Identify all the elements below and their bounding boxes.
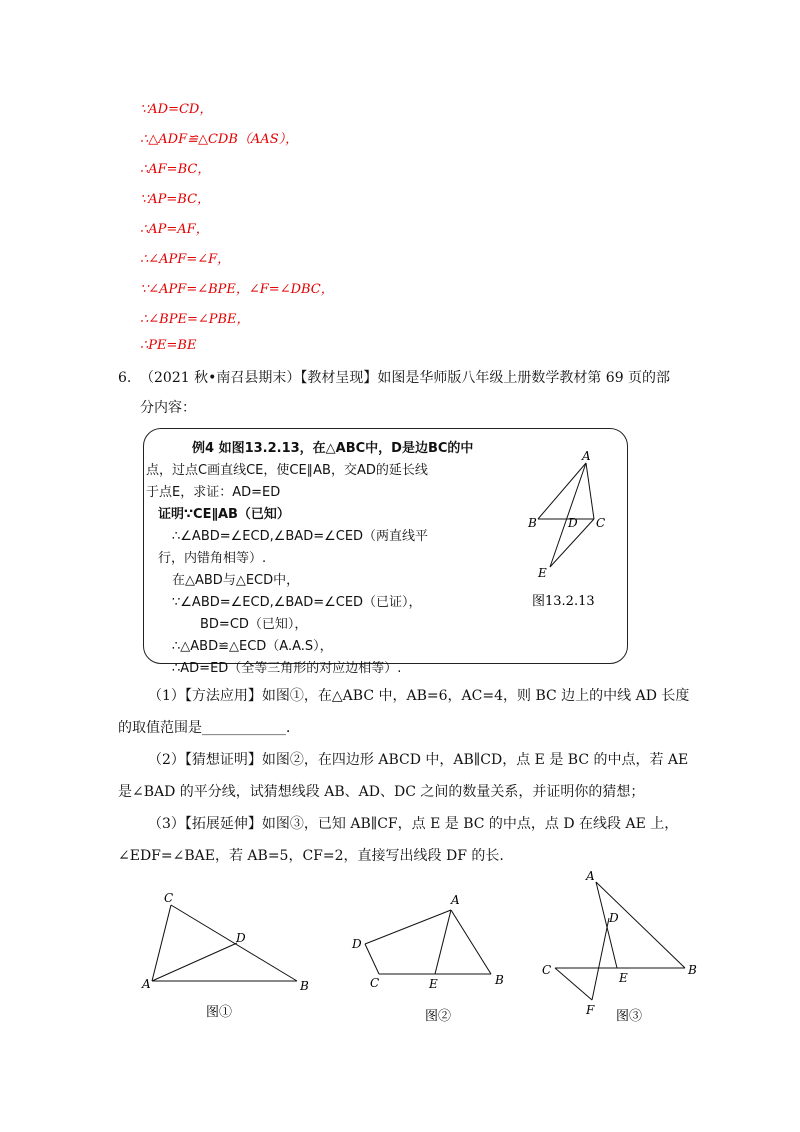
solution-line: ∴AF=BC， — [140, 162, 211, 177]
textbook-excerpt-box — [143, 428, 628, 676]
fig3-label-F: F — [586, 1003, 595, 1017]
fig1-label-C: C — [164, 891, 174, 905]
figures-row — [0, 860, 800, 1040]
problem-intro: （2021 秋•南召县期末）【教材呈现】如图是华师版八年级上册数学教材第 69 页的部 — [140, 370, 671, 386]
proof-line: ∵∠ABD=∠ECD,∠BAD=∠CED（已证）， — [172, 595, 422, 610]
fig3-label-D: D — [609, 911, 619, 925]
label-B: B — [528, 516, 537, 530]
solution-line: ∴△ADF≌△CDB（AAS）， — [140, 132, 299, 147]
proof-line: 在△ABD与△ECD中， — [172, 573, 300, 588]
problem-intro: 分内容： — [140, 400, 196, 416]
fig3-label-C: C — [542, 963, 552, 977]
example-line: 点，过点C画直线CE，使CE∥AB，交AD的延长线 — [146, 463, 428, 478]
solution-line: ∴∠BPE=∠PBE， — [140, 312, 250, 327]
question-1-cont: 的取值范围是____________． — [118, 720, 300, 736]
label-A: A — [582, 449, 591, 463]
figure-1 — [152, 905, 297, 981]
problem-number: 6. — [118, 370, 132, 386]
fig2-label-B: B — [495, 973, 504, 987]
fig1-caption: 图① — [206, 1005, 233, 1020]
fig1-label-A: A — [142, 977, 151, 991]
solution-line: ∵AD=CD， — [140, 102, 213, 117]
fig2-label-E: E — [429, 977, 438, 991]
proof-line: ∴△ABD≌△ECD（A.A.S）， — [172, 639, 333, 654]
solution-line: ∴PE=BE — [140, 338, 197, 353]
fig3-caption: 图③ — [616, 1009, 643, 1024]
proof-line: ∴∠ABD=∠ECD,∠BAD=∠CED（两直线平 — [172, 529, 429, 544]
fig3-label-B: B — [688, 963, 697, 977]
solution-line: ∵AP=BC， — [140, 192, 211, 207]
fig1-label-B: B — [300, 979, 309, 993]
proof-line: 证明∵CE∥AB（已知） — [158, 507, 290, 522]
fig2-label-C: C — [370, 976, 380, 990]
proof-line: 行，内错角相等）. — [158, 551, 267, 566]
solution-line: ∵∠APF=∠BPE，∠F=∠DBC， — [140, 282, 334, 297]
label-C: C — [596, 516, 606, 530]
question-2: （2）【猜想证明】如图②，在四边形 ABCD 中，AB∥CD，点 E 是 BC 的中点，若 AE — [148, 752, 689, 768]
example-line: 于点E，求证：AD=ED — [146, 485, 281, 500]
fig2-label-A: A — [451, 893, 460, 907]
fig3-label-E: E — [619, 971, 628, 985]
proof-line: BD=CD（已知）， — [200, 617, 308, 632]
figure-2 — [365, 910, 491, 974]
fig1-label-D: D — [236, 931, 246, 945]
figure-caption: 图13.2.13 — [532, 594, 595, 609]
fig2-caption: 图② — [425, 1009, 452, 1024]
example-title-line: 例4 如图13.2.13，在△ABC中，D是边BC的中 — [192, 441, 474, 456]
question-2-cont: 是∠BAD 的平分线，试猜想线段 AB、AD、DC 之间的数量关系，并证明你的猜想； — [118, 784, 645, 800]
question-1: （1）【方法应用】如图①，在△ABC 中，AB=6，AC=4，则 BC 边上的中线 AD 长度 — [148, 688, 690, 704]
figure-13-2-13 — [524, 447, 624, 627]
label-E: E — [538, 566, 547, 580]
fig2-label-D: D — [352, 937, 362, 951]
solution-line: ∴AP=AF， — [140, 222, 209, 237]
proof-line: ∴AD=ED（全等三角形的对应边相等）. — [172, 661, 402, 676]
solution-line: ∴∠APF=∠F， — [140, 252, 231, 267]
question-3-cont: ∠EDF=∠BAE，若 AB=5，CF=2，直接写出线段 DF 的长. — [118, 848, 504, 864]
fig3-label-A: A — [586, 869, 595, 883]
question-3: （3）【拓展延伸】如图③，已知 AB∥CF，点 E 是 BC 的中点，点 D 在线段 AE 上， — [148, 816, 679, 832]
label-D: D — [568, 516, 578, 530]
